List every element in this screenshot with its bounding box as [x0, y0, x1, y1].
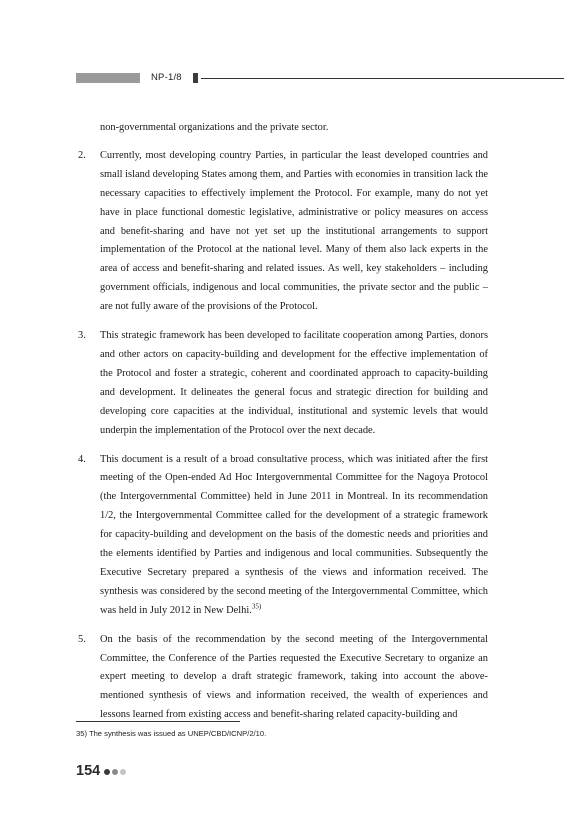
page-dot — [112, 769, 118, 775]
running-header — [76, 71, 564, 85]
paragraph-3 — [78, 327, 488, 440]
paragraph-2 — [78, 147, 488, 317]
paragraph-text-wrapper — [100, 451, 488, 621]
header-rule — [201, 78, 564, 79]
paragraph-text: On the basis of the recommendation by the second meeting of the Intergovernmental Committee, the Conference of the Parties requested the Executive Secretary to organize an expert meeting to develop a draft strategic framework, taking into account the above-mentioned synthesis of views and information received, the wealth of experiences and lessons learned from existing access and benefit-sharing related capacity-building and — [100, 633, 488, 721]
paragraph-text: Currently, most developing country Parties, in particular the least developed countries and small island developing States among them, and Parties with economies in transition lack the necessary capacities to effectively implement the Protocol. For example, many do not yet have in place functional domestic legislative, administrative or policy measures on access and benefit-sharing and have not yet set up the institutional arrangements to support implementation of the Protocol at the national level. Many of them also lack experts in the area of access and benefit-sharing and related issues. As well, key stakeholders – including government officials, indigenous and local communities, the private sector and the public – are not fully aware of the provisions of the Protocol. — [100, 149, 488, 313]
paragraph-5 — [78, 631, 488, 726]
paragraph-text: This document is a result of a broad consultative process, which was initiated after the first meeting of the Open-ended Ad Hoc Intergovernmental Committee for the Nagoya Protocol (the Intergovernmental Committee) held in June 2011 in Montreal. In its recommendation 1/2, the Intergovernmental Committee called for the development of a strategic framework for capacity-building and development on the basis of the domestic needs and priorities and the elements identified by Parties and indigenous and local communities. Subsequently the Executive Secretary prepared a synthesis of the views and information received. The synthesis was considered by the second meeting of the Intergovernmental Committee, which was held in July 2012 in New Delhi. — [100, 453, 488, 616]
main-text — [78, 119, 488, 735]
paragraph-text: This strategic framework has been developed to facilitate cooperation among Parties, donors and other actors on capacity-building and development for the effective implementation of the Protocol and foster a strategic, coherent and coordinated approach to capacity-building and development. It delineates the general focus and strategic direction for building and developing core capacities at the individual, institutional and systemic levels that would underpin the implementation of the Protocol over the next decade. — [100, 330, 488, 436]
footnote-reference: 35) — [251, 602, 262, 611]
footnote-separator — [76, 721, 240, 722]
footnote: 35) The synthesis was issued as UNEP/CBD/ICNP/2/10. — [76, 729, 267, 738]
page-dot — [104, 769, 110, 775]
paragraph-4 — [78, 451, 488, 621]
paragraph-number: 2. — [78, 149, 86, 161]
paragraph-number: 5. — [78, 633, 86, 645]
document-code: NP-1/8 — [151, 72, 182, 83]
page-number: 154 — [76, 763, 101, 779]
page-dots — [104, 769, 126, 775]
paragraph-number: 4. — [78, 453, 86, 465]
page-dot — [120, 769, 126, 775]
header-gray-bar — [76, 73, 140, 83]
header-marker — [193, 73, 198, 83]
paragraph-number: 3. — [78, 330, 86, 342]
paragraph-continuation: non-governmental organizations and the private sector. — [100, 122, 329, 133]
